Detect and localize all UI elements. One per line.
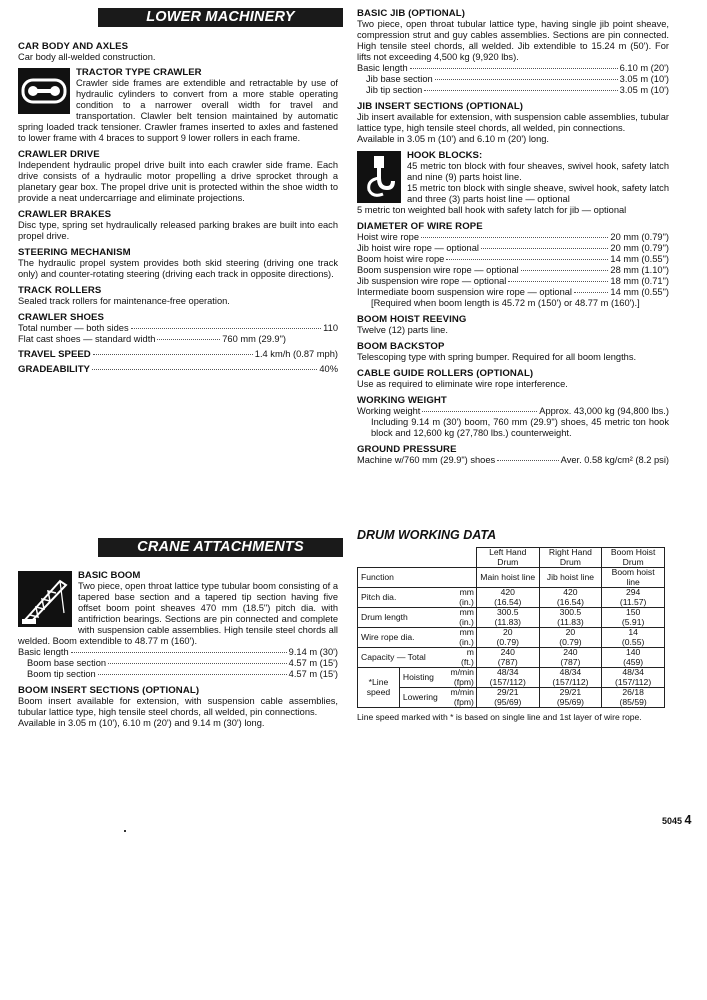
imperial-value: (459) <box>623 656 644 667</box>
imperial-value: (11.57) <box>619 596 647 607</box>
wire-rope-row <box>357 254 669 265</box>
leader-dots <box>422 411 537 412</box>
boom-insert-text: Boom insert available for extension, with suspension cable assemblies, tubular lattice type, high tensile steel chords, all welded, pin connections. <box>18 696 338 717</box>
boom-tip-label: Boom tip section <box>27 669 96 679</box>
pitch-unit <box>440 588 477 608</box>
table-row <box>358 688 665 708</box>
metric-value: 240 <box>563 647 578 657</box>
header-right-drum: Right Hand Drum <box>539 548 602 568</box>
metric-value: 420 <box>500 587 515 597</box>
imperial-value: (11.83) <box>494 616 522 627</box>
metric-value: 240 <box>500 647 515 657</box>
cable-guide-heading: CABLE GUIDE ROLLERS (OPTIONAL) <box>357 368 534 379</box>
boom-hoist-reeving-text: Twelve (12) parts line. <box>357 325 448 335</box>
metric-value: 20 <box>502 627 513 637</box>
lowering-value <box>476 688 539 708</box>
pitch-value <box>476 588 539 608</box>
rope-dia-value <box>476 628 539 648</box>
function-value: Jib hoist line <box>539 568 602 588</box>
crawler-drive-text: Independent hydraulic propel drive built into each crawler side frame. Each drive consists of a hydraulic motor propelling a drive sprocket through a planetary gear box. The propel drive unit is protected within the shoe width to provide a neat undercarriage and eliminate projections. <box>18 160 338 203</box>
jib-basic-length-value: 6.10 m (20') <box>619 63 669 73</box>
boom-basic-length-row <box>18 647 338 658</box>
jib-insert-text: Jib insert available for extension, with suspension cable assemblies, tubular lattice type, high tensile steel chords, all welded, pin connections. <box>357 112 669 133</box>
page-number <box>662 815 692 827</box>
wire-rope-label: Jib hoist wire rope — optional <box>357 243 479 253</box>
right-column <box>357 8 669 466</box>
metric-value: 48/34 <box>622 667 644 677</box>
drum-data-section <box>357 530 669 722</box>
header-left-drum: Left Hand Drum <box>476 548 539 568</box>
wire-rope-value: 28 mm (1.10") <box>610 265 669 275</box>
imperial-value: (16.54) <box>494 596 522 607</box>
hook-icon <box>357 151 401 203</box>
unit-imperial: (fpm) <box>453 696 474 707</box>
gradeability-value: 40% <box>319 364 338 374</box>
jib-tip-row <box>357 85 669 96</box>
wire-rope-value: 20 mm (0.79") <box>610 243 669 253</box>
imperial-value: (0.79) <box>559 636 582 647</box>
crawler-brakes-heading: CRAWLER BRAKES <box>18 209 112 220</box>
metric-value: 20 <box>565 627 576 637</box>
working-weight-note: Including 9.14 m (30') boom, 760 mm (29.9") shoes, 45 metric ton hook block and 12,600 kg (27,780 lbs.) counterweight. <box>371 417 669 438</box>
gradeability-label: GRADEABILITY <box>18 364 90 375</box>
metric-value: 29/21 <box>497 687 519 697</box>
hook-block-15t: 15 metric ton block with single sheave, swivel hook, safety latch and three (3) parts hoist line — optional <box>407 183 669 204</box>
basic-boom-text: Two piece, open throat lattice type tubular boom consisting of a tapered base section and a tapered tip section having five offset boom point sheaves 470 mm (18.5") pitch dia. with antifriction bearings. Sections are pin connected and complete with suspension cable assemblies. High tensile steel chords all welded. Boom extendible to 48.77 m (160'). <box>18 581 338 646</box>
basic-boom-heading: BASIC BOOM <box>78 570 141 581</box>
pitch-value <box>539 588 602 608</box>
line-speed-label-2: speed <box>366 686 391 697</box>
wire-rope-row <box>357 265 669 276</box>
leader-dots <box>521 270 609 271</box>
wire-rope-label: Boom suspension wire rope — optional <box>357 265 519 275</box>
function-value: Boom hoist line <box>602 568 665 588</box>
metric-value: 48/34 <box>559 667 582 677</box>
leader-dots <box>508 281 608 282</box>
boom-base-row <box>18 658 338 669</box>
imperial-value: (16.54) <box>556 596 585 607</box>
jib-base-row <box>357 74 669 85</box>
boom-tip-row <box>18 669 338 680</box>
wire-rope-row <box>357 287 669 298</box>
track-rollers-text: Sealed track rollers for maintenance-free operation. <box>18 296 230 306</box>
table-row <box>358 668 665 688</box>
capacity-label: Capacity — Total <box>358 648 440 668</box>
header-boom-drum: Boom Hoist Drum <box>602 548 665 568</box>
boom-icon <box>18 571 72 627</box>
unit-metric: mm <box>459 587 474 597</box>
speck <box>124 830 126 832</box>
hook-block-45t: 45 metric ton block with four sheaves, swivel hook, safety latch and nine (9) parts hoist line. <box>407 161 669 182</box>
imperial-value: (157/112) <box>552 676 589 687</box>
leader-dots <box>92 369 317 370</box>
table-row <box>358 568 665 588</box>
lowering-label: Lowering <box>399 688 439 708</box>
leader-dots <box>410 68 618 69</box>
track-rollers-heading: TRACK ROLLERS <box>18 285 102 296</box>
rope-dia-value <box>602 628 665 648</box>
line-speed-label <box>358 668 400 708</box>
imperial-value: (11.83) <box>557 616 584 627</box>
rope-dia-label: Wire rope dia. <box>358 628 440 648</box>
boom-basic-length-label: Basic length <box>18 647 69 657</box>
metric-value: 300.5 <box>497 607 519 617</box>
imperial-value: (157/112) <box>489 676 526 687</box>
boom-hoist-reeving-heading: BOOM HOIST REEVING <box>357 314 467 325</box>
crawler-icon <box>18 68 70 114</box>
drum-data-table <box>357 547 665 708</box>
jib-tip-value: 3.05 m (10') <box>619 85 669 95</box>
jib-basic-length-row <box>357 63 669 74</box>
boom-basic-length-value: 9.14 m (30') <box>288 647 338 657</box>
imperial-value: (0.79) <box>496 636 519 647</box>
shoes-total-row <box>18 323 338 334</box>
steering-text: The hydraulic propel system provides both skid steering (driving one track only) and counter-rotating steering (driving each track in opposite directions). <box>18 258 338 279</box>
metric-value: 26/18 <box>622 687 644 697</box>
working-weight-label: Working weight <box>357 406 421 416</box>
table-row <box>358 548 665 568</box>
drum-length-value <box>539 608 602 628</box>
leader-dots <box>446 259 608 260</box>
table-row <box>358 588 665 608</box>
shoes-total-value: 110 <box>323 323 338 333</box>
leader-dots <box>71 652 287 653</box>
boom-backstop-heading: BOOM BACKSTOP <box>357 341 445 352</box>
wire-rope-label: Intermediate boom suspension wire rope — optional <box>357 287 572 297</box>
function-value: Main hoist line <box>476 568 539 588</box>
shoes-width-row <box>18 334 338 345</box>
page-num: 4 <box>684 813 692 827</box>
shoes-width-value: 760 mm (29.9") <box>222 334 286 344</box>
hoisting-value <box>602 668 665 688</box>
hoisting-unit <box>440 668 477 688</box>
metric-value: 140 <box>625 647 641 657</box>
imperial-value: (787) <box>497 656 518 667</box>
wire-rope-label: Jib suspension wire rope — optional <box>357 276 507 286</box>
unit-imperial: (in.) <box>459 616 474 627</box>
metric-value: 14 <box>628 627 638 637</box>
imperial-value: (5.91) <box>621 616 645 627</box>
boom-insert-heading: BOOM INSERT SECTIONS (OPTIONAL) <box>18 685 200 696</box>
wire-rope-label: Hoist wire rope <box>357 232 420 242</box>
crane-attachments-banner: CRANE ATTACHMENTS <box>98 538 343 557</box>
boom-insert-avail: Available in 3.05 m (10'), 6.10 m (20') and 9.14 m (30') long. <box>18 718 265 728</box>
jib-tip-label: Jib tip section <box>366 85 423 95</box>
steering-heading: STEERING MECHANISM <box>18 247 131 258</box>
leader-dots <box>98 674 287 675</box>
wire-rope-value: 14 mm (0.55") <box>610 254 669 264</box>
leader-dots <box>108 663 287 664</box>
wire-rope-value: 18 mm (0.71") <box>610 276 669 286</box>
unit-imperial: (in.) <box>459 596 474 607</box>
boom-tip-value: 4.57 m (15') <box>288 669 338 679</box>
hoisting-value <box>476 668 539 688</box>
capacity-value <box>539 648 602 668</box>
imperial-value: (0.55) <box>621 636 645 647</box>
lowering-value <box>602 688 665 708</box>
drum-footnote: Line speed marked with * is based on single line and 1st layer of wire rope. <box>357 712 642 722</box>
tractor-text: Crawler side frames are extendible and retractable by use of hydraulic cylinders to convert from a more stable operating condition to a narrower overall width for travel and transportation. Clawler belt tension maintained by automatic spring loaded track tensioner. Crawler frames inserted to axles and fastened to lower frame with 4 braces to support 9 lower rollers in each frame. <box>18 78 338 143</box>
crawler-drive-heading: CRAWLER DRIVE <box>18 149 100 160</box>
lowering-value <box>539 688 602 708</box>
line-speed-label-1: *Line <box>368 677 389 687</box>
shoes-width-label: Flat cast shoes — standard width <box>18 334 156 344</box>
travel-speed-label: TRAVEL SPEED <box>18 349 91 360</box>
leader-dots <box>424 90 617 91</box>
working-weight-heading: WORKING WEIGHT <box>357 395 447 406</box>
jib-base-value: 3.05 m (10') <box>619 74 669 84</box>
rope-dia-value <box>539 628 602 648</box>
pitch-value <box>602 588 665 608</box>
travel-speed-row <box>18 349 338 360</box>
jib-base-label: Jib base section <box>366 74 433 84</box>
lower-machinery-banner: LOWER MACHINERY <box>98 8 343 27</box>
drum-length-value <box>602 608 665 628</box>
tractor-heading: TRACTOR TYPE CRAWLER <box>76 67 202 78</box>
crawler-shoes-heading: CRAWLER SHOES <box>18 312 105 323</box>
capacity-value <box>602 648 665 668</box>
metric-value: 294 <box>625 587 641 597</box>
jib-insert-avail: Available in 3.05 m (10') and 6.10 m (20') long. <box>357 134 550 144</box>
car-body-heading: CAR BODY AND AXLES <box>18 41 129 52</box>
imperial-value: (95/69) <box>556 696 585 707</box>
leader-dots <box>497 460 558 461</box>
crawler-brakes-text: Disc type, spring set hydraulically released parking brakes are built into each propel drive. <box>18 220 338 241</box>
wire-rope-note: [Required when boom length is 45.72 m (150') or 48.77 m (160').] <box>371 298 640 308</box>
hook-block-5t: 5 metric ton weighted ball hook with safety latch for jib — optional <box>357 205 627 215</box>
leader-dots <box>131 328 322 329</box>
boom-base-value: 4.57 m (15') <box>288 658 338 668</box>
lowering-unit <box>440 688 477 708</box>
ground-pressure-heading: GROUND PRESSURE <box>357 444 457 455</box>
working-weight-value: Approx. 43,000 kg (94,800 lbs.) <box>539 406 669 416</box>
wire-rope-value: 14 mm (0.55") <box>610 287 669 297</box>
table-row <box>358 648 665 668</box>
capacity-unit <box>440 648 477 668</box>
blank-cell <box>358 548 477 568</box>
working-weight-row <box>357 406 669 417</box>
leader-dots <box>421 237 608 238</box>
car-body-text: Car body all-welded construction. <box>18 52 156 62</box>
imperial-value: (787) <box>560 656 581 667</box>
metric-value: 420 <box>563 587 578 597</box>
jib-insert-heading: JIB INSERT SECTIONS (OPTIONAL) <box>357 101 524 112</box>
wire-rope-row <box>357 232 669 243</box>
table-row <box>358 628 665 648</box>
pitch-label: Pitch dia. <box>358 588 440 608</box>
drum-data-title: DRUM WORKING DATA <box>357 528 497 542</box>
leader-dots <box>157 339 220 340</box>
table-row <box>358 608 665 628</box>
basic-jib-heading: BASIC JIB (OPTIONAL) <box>357 8 466 19</box>
wire-rope-label: Boom hoist wire rope <box>357 254 445 264</box>
boom-backstop-text: Telescoping type with spring bumper. Required for all boom lengths. <box>357 352 637 362</box>
unit-imperial: (fpm) <box>453 676 474 687</box>
travel-speed-value: 1.4 km/h (0.87 mph) <box>254 349 338 359</box>
crane-attachments-section <box>18 538 338 729</box>
metric-value: 48/34 <box>497 667 519 677</box>
leader-dots <box>481 248 608 249</box>
imperial-value: (157/112) <box>615 676 652 687</box>
ground-pressure-label: Machine w/760 mm (29.9") shoes <box>357 455 496 465</box>
wire-rope-row <box>357 276 669 287</box>
basic-jib-text: Two piece, open throat tubular lattice type, having single jib point sheave, compression strut and guy cables assemblies. Sections are pin connected. High tensile steel chords, all welded. Jib extendible to 15.24 m (50'). For lifts not exceeding 4,500 kg (9,920 lbs). <box>357 19 669 62</box>
drum-length-label: Drum length <box>358 608 440 628</box>
unit-metric: m/min <box>450 667 474 677</box>
function-label: Function <box>358 568 477 588</box>
lower-machinery-section <box>18 8 338 375</box>
hoisting-label: Hoisting <box>399 668 439 688</box>
imperial-value: (85/59) <box>619 696 647 707</box>
metric-value: 29/21 <box>559 687 582 697</box>
jib-basic-length-label: Basic length <box>357 63 408 73</box>
wire-rope-heading: DIAMETER OF WIRE ROPE <box>357 221 483 232</box>
ground-pressure-row <box>357 455 669 466</box>
cable-guide-text: Use as required to eliminate wire rope interference. <box>357 379 568 389</box>
capacity-value <box>476 648 539 668</box>
ground-pressure-value: Aver. 0.58 kg/cm² (8.2 psi) <box>560 455 669 465</box>
unit-imperial: (ft.) <box>461 656 474 667</box>
unit-metric: mm <box>459 607 474 617</box>
metric-value: 300.5 <box>559 607 582 617</box>
leader-dots <box>93 354 253 355</box>
unit-metric: mm <box>459 627 474 637</box>
drum-length-unit <box>440 608 477 628</box>
unit-metric: m/min <box>450 687 474 697</box>
leader-dots <box>435 79 618 80</box>
wire-rope-row <box>357 243 669 254</box>
hoisting-value <box>539 668 602 688</box>
shoes-total-label: Total number — both sides <box>18 323 129 333</box>
boom-base-label: Boom base section <box>27 658 107 668</box>
unit-imperial: (in.) <box>459 636 474 647</box>
unit-metric: m <box>466 647 474 657</box>
metric-value: 150 <box>625 607 641 617</box>
hook-blocks-heading: HOOK BLOCKS: <box>407 150 483 161</box>
drum-length-value <box>476 608 539 628</box>
rope-dia-unit <box>440 628 477 648</box>
gradeability-row <box>18 364 338 375</box>
imperial-value: (95/69) <box>494 696 522 707</box>
leader-dots <box>574 292 608 293</box>
page-code: 5045 <box>662 816 683 826</box>
wire-rope-value: 20 mm (0.79") <box>610 232 669 242</box>
